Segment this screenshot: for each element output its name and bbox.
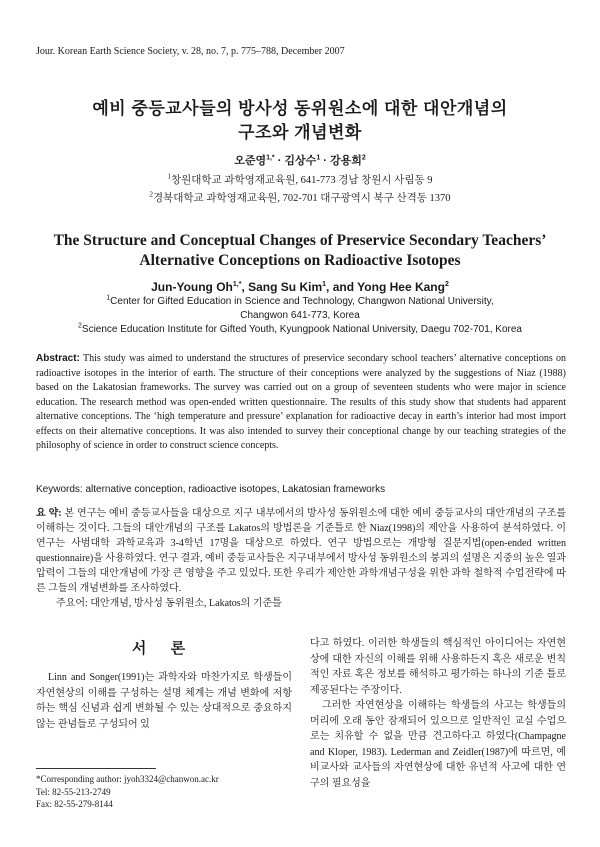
keywords-text: alternative conception, radioactive isotopes, Lakatosian frameworks	[85, 484, 386, 495]
keywords-label: Keywords:	[36, 484, 83, 495]
korean-author-1: 오준영	[234, 155, 267, 167]
english-authors: Jun-Young $Oh^{1,*}$, Sang Su Kim$^1$, and Yong Hee Kang$^2$	[151, 280, 449, 294]
korean-author-3: 강용희	[330, 155, 362, 167]
english-affiliation-1-line2: Changwon 641-773, Korea	[240, 310, 360, 321]
journal-header: Jour. Korean Earth Science Society, v. 28, no. 7, p. 775–788, December 2007	[36, 46, 345, 57]
korean-keywords-label: 주요어:	[56, 598, 88, 609]
affiliation-sup: 1	[167, 172, 171, 181]
author-separator: ·	[274, 155, 285, 167]
body-right-paragraph-1: 다고 하였다. 이러한 학생들의 핵심적인 아이디어는 자연현상에 대한 자신의 이해를 위해 사용하든지 혹은 새로운 변칙적인 자료 혹은 정보를 해석하고 평가하는 하나의 기준 틀로 제공된다는 주장이다.	[310, 638, 566, 696]
korean-title-line1: 예비 중등교사들의 방사성 동위원소에 대한 대안개념의	[92, 99, 508, 118]
english-author-1: Jun-Young Oh	[151, 280, 233, 294]
affiliation-text: 창원대학교 과학영재교육원, 641-773 경남 창원시 사림동 9	[171, 175, 433, 186]
english-abstract	[36, 352, 566, 454]
korean-abstract	[36, 506, 566, 596]
korean-affiliation-1	[0, 172, 600, 187]
english-affiliation-2: $^2$Science Education Institute for Gifted Youth, Kyungpook National University, Daegu 702-701, Korea	[78, 322, 522, 335]
korean-title-line2: 구조와 개념변화	[238, 123, 362, 142]
english-author-3: Yong Hee Kang	[357, 280, 445, 294]
korean-keywords-text: 대안개념, 방사성 동위원소, Lakatos의 기준틀	[90, 598, 282, 609]
footnote-tel: Tel: 82-55-213-2749	[36, 786, 111, 797]
body-right-paragraph-2: 그러한 자연현상을 이해하는 학생들의 사고는 학생들의 머리에 오래 동안 잠재되어 있으므로 일반적인 교실 수업으로는 치유할 수 없을 만큼 견고하다고 하였다(Champagne and Kloper, 1983). Lederman and Zeidler(1987)에 따르면, 예비교사와 교사들의 자연현상에 대한 유년적 사고에 대한 연구의 필요성을	[310, 700, 566, 789]
corresponding-author: *Corresponding author: jyoh3324@chanwon.ac.kr	[36, 774, 219, 784]
korean-author-3-sup: 2	[361, 154, 366, 162]
affiliation-sup: 2	[78, 322, 82, 330]
english-author-1-sup: 1,*	[232, 281, 242, 288]
korean-author-2: 김상수	[284, 155, 317, 167]
english-author-2: Sang Su Kim	[248, 280, 323, 294]
footnote-fax: Fax: 82-55-279-8144	[36, 799, 113, 809]
affiliation-text: 경북대학교 과학영재교육원, 702-701 대구광역시 북구 산격동 1370	[152, 193, 451, 204]
footnote	[36, 773, 292, 811]
english-affiliation-1-line1: $^1$Center for Gifted Education in Science and Technology, Changwon National University,	[106, 294, 494, 307]
english-author-2-sup: 1	[322, 281, 327, 288]
english-title-line2: Alternative Conceptions on Radioactive Isotopes	[139, 252, 461, 269]
body-left-paragraph: Linn and Songer(1991)는 과학자와 마찬가지로 학생들이 자연현상의 이해를 구성하는 설명 체계는 개념 변화에 저항하는 핵심 신념과 쉽게 변화될 수 있는 상대적으로 중요하지 않는 관념들로 구성되어 있	[36, 672, 292, 730]
korean-authors	[0, 152, 600, 168]
korean-abstract-label: 요 약:	[36, 508, 62, 519]
korean-author-1-sup: 1,*	[266, 154, 275, 162]
korean-abstract-text: 본 연구는 예비 중등교사들을 대상으로 지구 내부에서의 방사성 동위원소에 대한 예비 중등교사의 대안개념의 구조를 이해하는 것이다. 그들의 대안개념의 구조를 Lakatos의 방법론을 기준틀로 한 Niaz(1998)의 제안을 사용하여 분석하였다. 이 연구는 사범대학 과학교육과 3-4학년 17명을 대상으로 하였다. 연구 방법으로는 개방형 질문지법(open-ended written questionnaire)을 사용하였다. 연구 결과, 예비 중등교사들은 지구내부에서 방사성 동위원소의 붕괴의 설명은 지중의 높은 열과 압력이 그들의 대안개념에 가장 큰 영향을 주고 있었다. 또한 우리가 제안한 과학개념구성을 위한 과학 철학적 수업전략에 따른 그들의 개념변화를 조사하였다.	[36, 508, 566, 594]
abstract-text: This study was aimed to understand the structures of preservice secondary school teachers’ alternative conceptions on radioactive isotopes in the interior of earth. The structure of their conceptions were analyzed by the suggestions of Niaz (1988) based on the Lakatosian frameworks. The survey was carried out on a group of seventeen students who were major in science education. The research method was open-ended written questionnaire. The results of this study show that students had apparent alternative conceptions. The ‘high temperature and pressure’ explanation for radioactive decay in earth’s interior had most import effects on their alternative conceptions. It was also intended to survey their conceptional change by our teaching strategies of the philosophy of science in order to construct science concepts.	[36, 353, 566, 451]
author-separator: ·	[320, 155, 330, 167]
affiliation-sup: 2	[149, 190, 153, 199]
korean-affiliation-2	[0, 190, 600, 205]
section-title-introduction: 서 론	[131, 640, 196, 657]
english-keywords	[36, 484, 566, 495]
korean-keywords	[56, 594, 566, 609]
footnote-divider	[36, 768, 156, 769]
affiliation-sup: 1	[106, 294, 111, 302]
abstract-label: Abstract:	[36, 353, 80, 364]
english-author-3-sup: 2	[444, 281, 449, 288]
english-title-line1: The Structure and Conceptual Changes of Preservice Secondary Teachers’	[53, 232, 547, 249]
body-right-column	[310, 636, 566, 791]
korean-author-2-sup: 1	[316, 154, 321, 162]
